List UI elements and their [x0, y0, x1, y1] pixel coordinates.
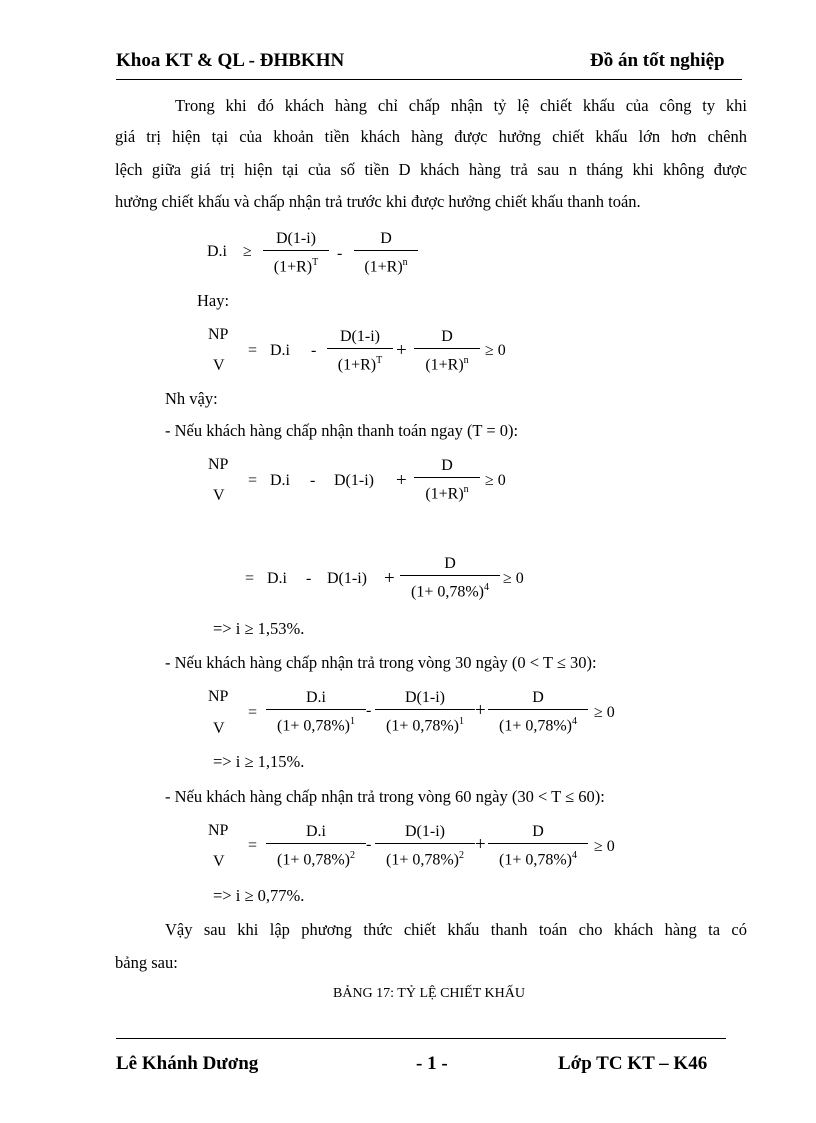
case0-result: => i ≥ 1,53%. — [213, 619, 305, 638]
paragraph1-line1: Trong khi đó khách hàng chỉ chấp nhận tỷ lệ chiết khấu của công ty khi — [175, 96, 747, 115]
case60-title: - Nếu khách hàng chấp nhận trả trong vòng 60 ngày (30 < T ≤ 60): — [165, 787, 605, 806]
f2-plus: + — [396, 340, 407, 361]
f6-minus: - — [366, 836, 372, 853]
f6-frac2-den: $(1+ 0,78\%)^2$ — [385, 850, 464, 869]
f5-frac1-den: $(1+ 0,78\%)^1$ — [276, 716, 355, 735]
f1-frac2-num: D — [380, 230, 392, 247]
f3-plus: + — [396, 470, 407, 491]
f5-frac3 — [488, 687, 588, 735]
f6-frac1 — [266, 821, 366, 869]
f1-minus: - — [337, 245, 343, 262]
f2-v: V — [213, 357, 225, 374]
f1-di: D.i — [207, 243, 227, 260]
f4-frac-den: $(1+ 0,78\%)^4$ — [410, 582, 489, 601]
hay-label: Hay: — [197, 291, 230, 310]
f6-ge0: ≥ 0 — [594, 838, 615, 855]
footer-rule — [116, 1038, 726, 1039]
f4-d1i: D(1-i) — [327, 570, 367, 587]
f6-frac3-den: $(1+ 0,78\%)^4$ — [498, 850, 577, 869]
f6-np: NP — [208, 822, 229, 839]
footer-left: Lê Khánh Dương — [116, 1053, 259, 1074]
f2-minus: - — [311, 342, 317, 359]
f6-frac1-den: $(1+ 0,78\%)^2$ — [276, 850, 355, 869]
f2-frac2-num: D — [441, 328, 453, 345]
paragraph1-line2: giá trị hiện tại của khoản tiền khách hàng được hưởng chiết khấu lớn hơn chênh — [115, 127, 747, 146]
f6-frac2-num: D(1-i) — [405, 823, 445, 840]
f5-ge0: ≥ 0 — [594, 704, 615, 721]
f2-ge0: ≥ 0 — [485, 342, 506, 359]
f5-plus: + — [475, 700, 486, 721]
f6-v: V — [213, 853, 225, 870]
f2-di: D.i — [270, 342, 290, 359]
f5-frac1 — [266, 687, 366, 735]
f6-plus: + — [475, 834, 486, 855]
f3-frac — [413, 455, 481, 503]
f2-frac2-den: $(1+R)^n$ — [425, 355, 469, 374]
f2-eq: = — [248, 342, 258, 359]
f6-frac3-num: D — [532, 823, 544, 840]
f3-d1i: D(1-i) — [334, 472, 374, 489]
f3-frac-den: $(1+R)^n$ — [425, 484, 469, 503]
f1-frac2 — [352, 228, 420, 276]
f1-frac1-num: D(1-i) — [276, 230, 316, 247]
case30-title: - Nếu khách hàng chấp nhận trả trong vòng 30 ngày (0 < T ≤ 30): — [165, 653, 597, 672]
f6-frac2 — [375, 821, 475, 869]
f4-di: D.i — [267, 570, 287, 587]
f3-ge0: ≥ 0 — [485, 472, 506, 489]
f5-eq: = — [248, 704, 258, 721]
f4-ge0: ≥ 0 — [503, 570, 524, 587]
f4-frac — [400, 553, 500, 601]
header-right: Đồ án tốt nghiệp — [590, 50, 725, 71]
f3-minus: - — [310, 472, 316, 489]
f1-frac1 — [262, 228, 330, 276]
f2-frac1-num: D(1-i) — [340, 328, 380, 345]
footer-page-number: - 1 - — [416, 1053, 448, 1074]
f1-frac2-den: $(1+R)^n$ — [364, 257, 408, 276]
f2-frac1-den: $(1+R)^T$ — [337, 355, 383, 374]
nhuvay-label: Nh vậy: — [165, 389, 218, 408]
f2-frac2 — [413, 326, 481, 374]
f5-minus: - — [366, 702, 372, 719]
f5-frac2-den: $(1+ 0,78\%)^1$ — [385, 716, 464, 735]
case30-result: => i ≥ 1,15%. — [213, 752, 305, 771]
f4-minus: - — [306, 570, 312, 587]
f5-v: V — [213, 720, 225, 737]
f1-ge: ≥ — [243, 243, 252, 260]
f3-np: NP — [208, 456, 229, 473]
f4-eq: = — [245, 570, 255, 587]
paragraph1-line4: hưởng chiết khấu và chấp nhận trả trước khi được hưởng chiết khấu thanh toán. — [115, 192, 641, 211]
f4-frac-num: D — [444, 555, 456, 572]
case0-title: - Nếu khách hàng chấp nhận thanh toán ngay (T = 0): — [165, 421, 519, 440]
f2-np: NP — [208, 326, 229, 343]
f4-plus: + — [384, 568, 395, 589]
f5-frac2 — [375, 687, 475, 735]
f3-di: D.i — [270, 472, 290, 489]
paragraph2-line1: Vậy sau khi lập phương thức chiết khấu thanh toán cho khách hàng ta có — [165, 920, 747, 939]
f5-frac2-num: D(1-i) — [405, 689, 445, 706]
f5-np: NP — [208, 688, 229, 705]
case60-result: => i ≥ 0,77%. — [213, 886, 305, 905]
f6-frac3 — [488, 821, 588, 869]
footer-right: Lớp TC KT – K46 — [558, 1053, 708, 1074]
f6-eq: = — [248, 837, 258, 854]
f3-frac-num: D — [441, 457, 453, 474]
header-rule — [116, 79, 742, 80]
f3-v: V — [213, 487, 225, 504]
f2-frac1 — [326, 326, 394, 374]
paragraph2-line2: bảng sau: — [115, 953, 178, 972]
f5-frac3-num: D — [532, 689, 544, 706]
f5-frac1-num: D.i — [306, 689, 326, 706]
f5-frac3-den: $(1+ 0,78\%)^4$ — [498, 716, 577, 735]
f3-eq: = — [248, 472, 258, 489]
table-title: BẢNG 17: TỶ LỆ CHIẾT KHẤU — [333, 986, 525, 1001]
header-left: Khoa KT & QL - ĐHBKHN — [116, 50, 345, 71]
paragraph1-line3: lệch giữa giá trị hiện tại của số tiền D khách hàng trả sau n tháng khi không được — [115, 160, 747, 179]
f6-frac1-num: D.i — [306, 823, 326, 840]
f1-frac1-den: $(1+R)^T$ — [273, 257, 319, 276]
